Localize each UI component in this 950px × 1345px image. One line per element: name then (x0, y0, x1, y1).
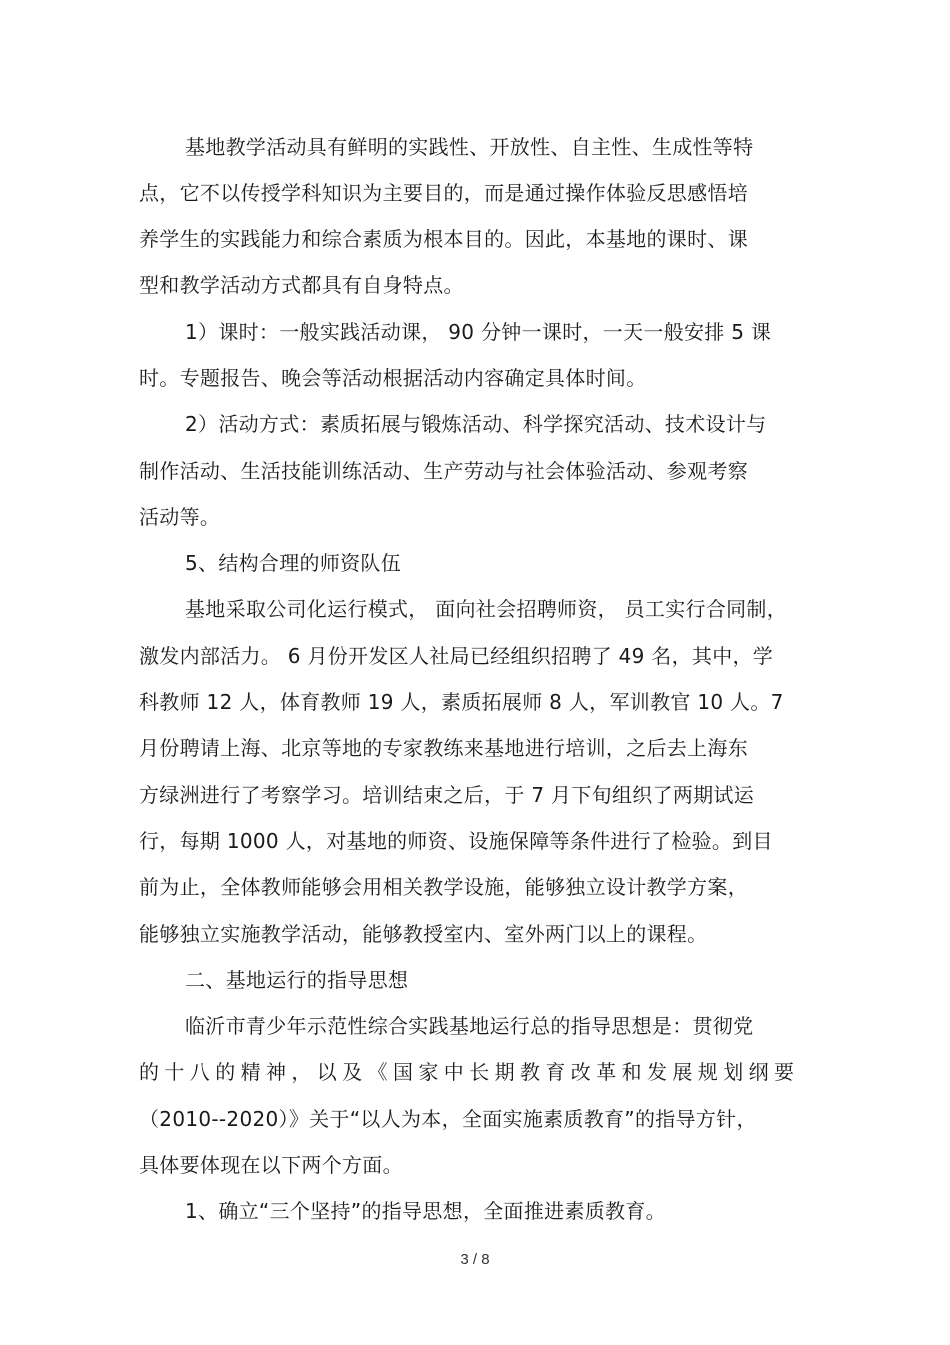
text-line-9: 活动等。 (139, 505, 221, 529)
text-line-15: 方绿洲进行了考察学习。培训结束之后，于 7 月下旬组织了两期试运 (139, 783, 755, 807)
text-line-3: 养学生的实践能力和综合素质为根本目的。因此，本基地的课时、课 (139, 227, 748, 251)
text-line-17: 前为止，全体教师能够会用相关教学设施，能够独立设计教学方案， (139, 875, 748, 899)
text-line-6: 时。专题报告、晚会等活动根据活动内容确定具体时间。 (139, 366, 647, 390)
text-line-22: （2010--2020）》关于“以人为本，全面实施素质教育”的指导方针， (139, 1107, 757, 1131)
text-line-21: 的十八的精神，以及《国家中长期教育改革和发展规划纲要 (139, 1060, 800, 1084)
text-line-13: 科教师 12 人，体育教师 19 人，素质拓展师 8 人，军训教官 10 人。7 (139, 690, 784, 714)
subsection-heading-three-persistences: 1、确立“三个坚持”的指导思想，全面推进素质教育。 (185, 1199, 666, 1223)
text-line-12: 激发内部活力。 6 月份开发区人社局已经组织招聘了 49 名，其中，学 (139, 644, 774, 668)
section-heading-teachers: 5、结构合理的师资队伍 (185, 551, 402, 575)
text-line-11: 基地采取公司化运行模式， 面向社会招聘师资， 员工实行合同制， (185, 597, 788, 621)
text-line-1: 基地教学活动具有鲜明的实践性、开放性、自主性、生成性等特 (185, 135, 754, 159)
text-line-20: 临沂市青少年示范性综合实践基地运行总的指导思想是：贯彻党 (185, 1014, 754, 1038)
section-heading-guiding-ideology: 二、基地运行的指导思想 (185, 968, 409, 992)
text-line-7: 2）活动方式：素质拓展与锻炼活动、科学探究活动、技术设计与 (185, 412, 767, 436)
text-line-18: 能够独立实施教学活动，能够教授室内、室外两门以上的课程。 (139, 922, 708, 946)
text-line-8: 制作活动、生活技能训练活动、生产劳动与社会体验活动、参观考察 (139, 459, 748, 483)
text-line-2: 点，它不以传授学科知识为主要目的，而是通过操作体验反思感悟培 (139, 181, 748, 205)
text-line-23: 具体要体现在以下两个方面。 (139, 1153, 403, 1177)
text-line-4: 型和教学活动方式都具有自身特点。 (139, 273, 464, 297)
page-number: 3 / 8 (460, 1251, 490, 1268)
text-line-5: 1）课时：一般实践活动课， 90 分钟一课时，一天一般安排 5 课 (185, 320, 772, 344)
text-line-16: 行，每期 1000 人，对基地的师资、设施保障等条件进行了检验。到目 (139, 829, 773, 853)
text-line-14: 月份聘请上海、北京等地的专家教练来基地进行培训，之后去上海东 (139, 736, 748, 760)
